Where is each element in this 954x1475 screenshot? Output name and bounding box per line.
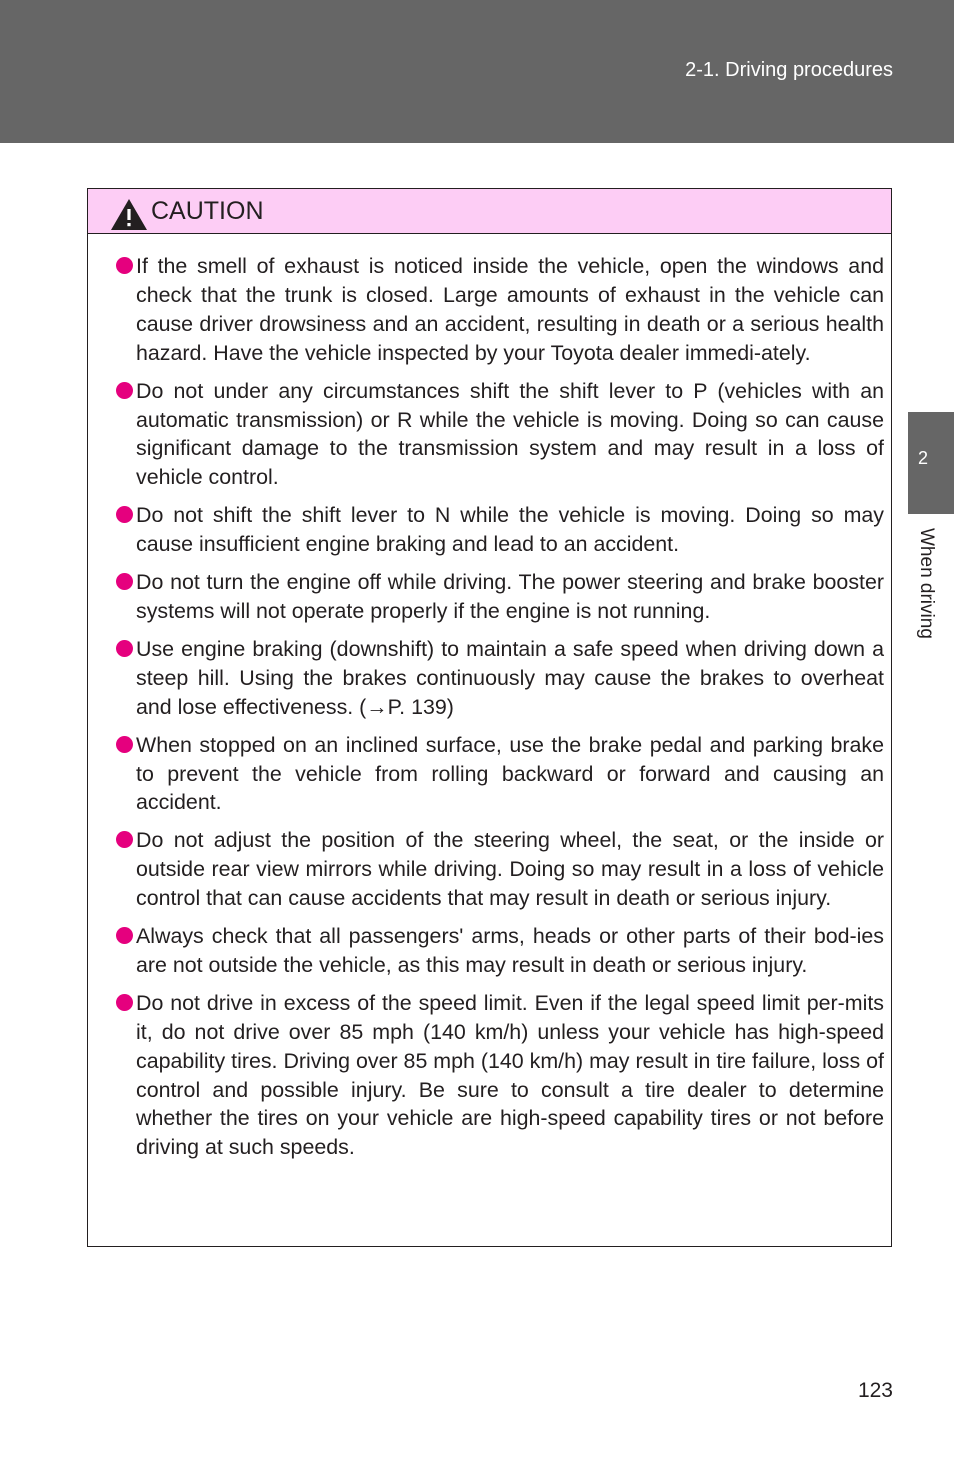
chapter-number: 2 (917, 448, 928, 468)
item-text: Do not shift the shift lever to N while the vehicle is moving. Doing so may cause insufficient engine braking and lead to an accident. (136, 503, 884, 557)
chapter-tab (908, 412, 954, 514)
bullet-icon (116, 573, 133, 590)
caution-title: CAUTION (151, 197, 264, 225)
list-item (88, 826, 891, 913)
bullet-icon (116, 382, 133, 399)
section-title: 2-1. Driving procedures (685, 59, 893, 81)
bullet-icon (116, 736, 133, 753)
item-text: Use engine braking (downshift) to maintain a safe speed when driving down a steep hill. Using the brakes continuously may cause the brakes to overheat and lose effectiveness. (→P. 139) (136, 636, 884, 719)
item-text: If the smell of exhaust is noticed inside the vehicle, open the windows and check that the trunk is closed. Large amounts of exhaust in the vehicle can cause driver drowsiness and an accident, resulting in death or a serious health hazard. Have the vehicle inspected by your Toyota dealer immedi-ately. (136, 254, 884, 365)
item-text: When stopped on an inclined surface, use the brake pedal and parking brake to prevent the vehicle from rolling backward or forward and causing an accident. (136, 732, 884, 815)
bullet-icon (116, 257, 133, 274)
item-text: Do not drive in excess of the speed limit. Even if the legal speed limit per-mits it, do not drive over 85 mph (140 km/h) unless your vehicle has high-speed capability tires. Driving over 85 mph (140 km/h) may result in tire failure, loss of control and possible injury. Be sure to consult a tire dealer to determine whether the tires on your vehicle are high-speed capability tires or not before driving at such speeds. (136, 990, 884, 1160)
page-number: 123 (857, 1379, 893, 1402)
item-text: Do not turn the engine off while driving. The power steering and brake booster systems will not operate properly if the engine is not running. (136, 570, 884, 623)
list-item (88, 377, 891, 493)
item-text: Do not under any circumstances shift the shift lever to P (vehicles with an automatic transmission) or R while the vehicle is moving. Doing so can cause significant damage to the transmission system and may result in a loss of vehicle control. (136, 378, 884, 490)
bullet-icon (116, 994, 133, 1011)
chapter-label: When driving (916, 528, 937, 639)
bullet-icon (116, 831, 133, 848)
warning-icon (110, 198, 148, 231)
list-item (88, 568, 891, 626)
list-item (88, 989, 891, 1162)
bullet-icon (116, 506, 133, 523)
page-header (0, 0, 954, 143)
item-text: Do not adjust the position of the steering wheel, the seat, or the inside or outside rear view mirrors while driving. Doing so may result in a loss of vehicle control that can cause accidents that may result in death or serious injury. (136, 828, 884, 911)
bullet-icon (116, 927, 133, 944)
item-text: Always check that all passengers' arms, heads or other parts of their bod-ies are not outside the vehicle, as this may result in death or serious injury. (136, 924, 884, 977)
list-item (88, 731, 891, 818)
list-item (88, 252, 891, 368)
caution-box (87, 188, 892, 1247)
bullet-icon (116, 640, 133, 657)
list-item (88, 922, 891, 980)
caution-header (88, 189, 891, 234)
list-item (88, 635, 891, 722)
list-item (88, 501, 891, 559)
caution-list (88, 234, 891, 1171)
